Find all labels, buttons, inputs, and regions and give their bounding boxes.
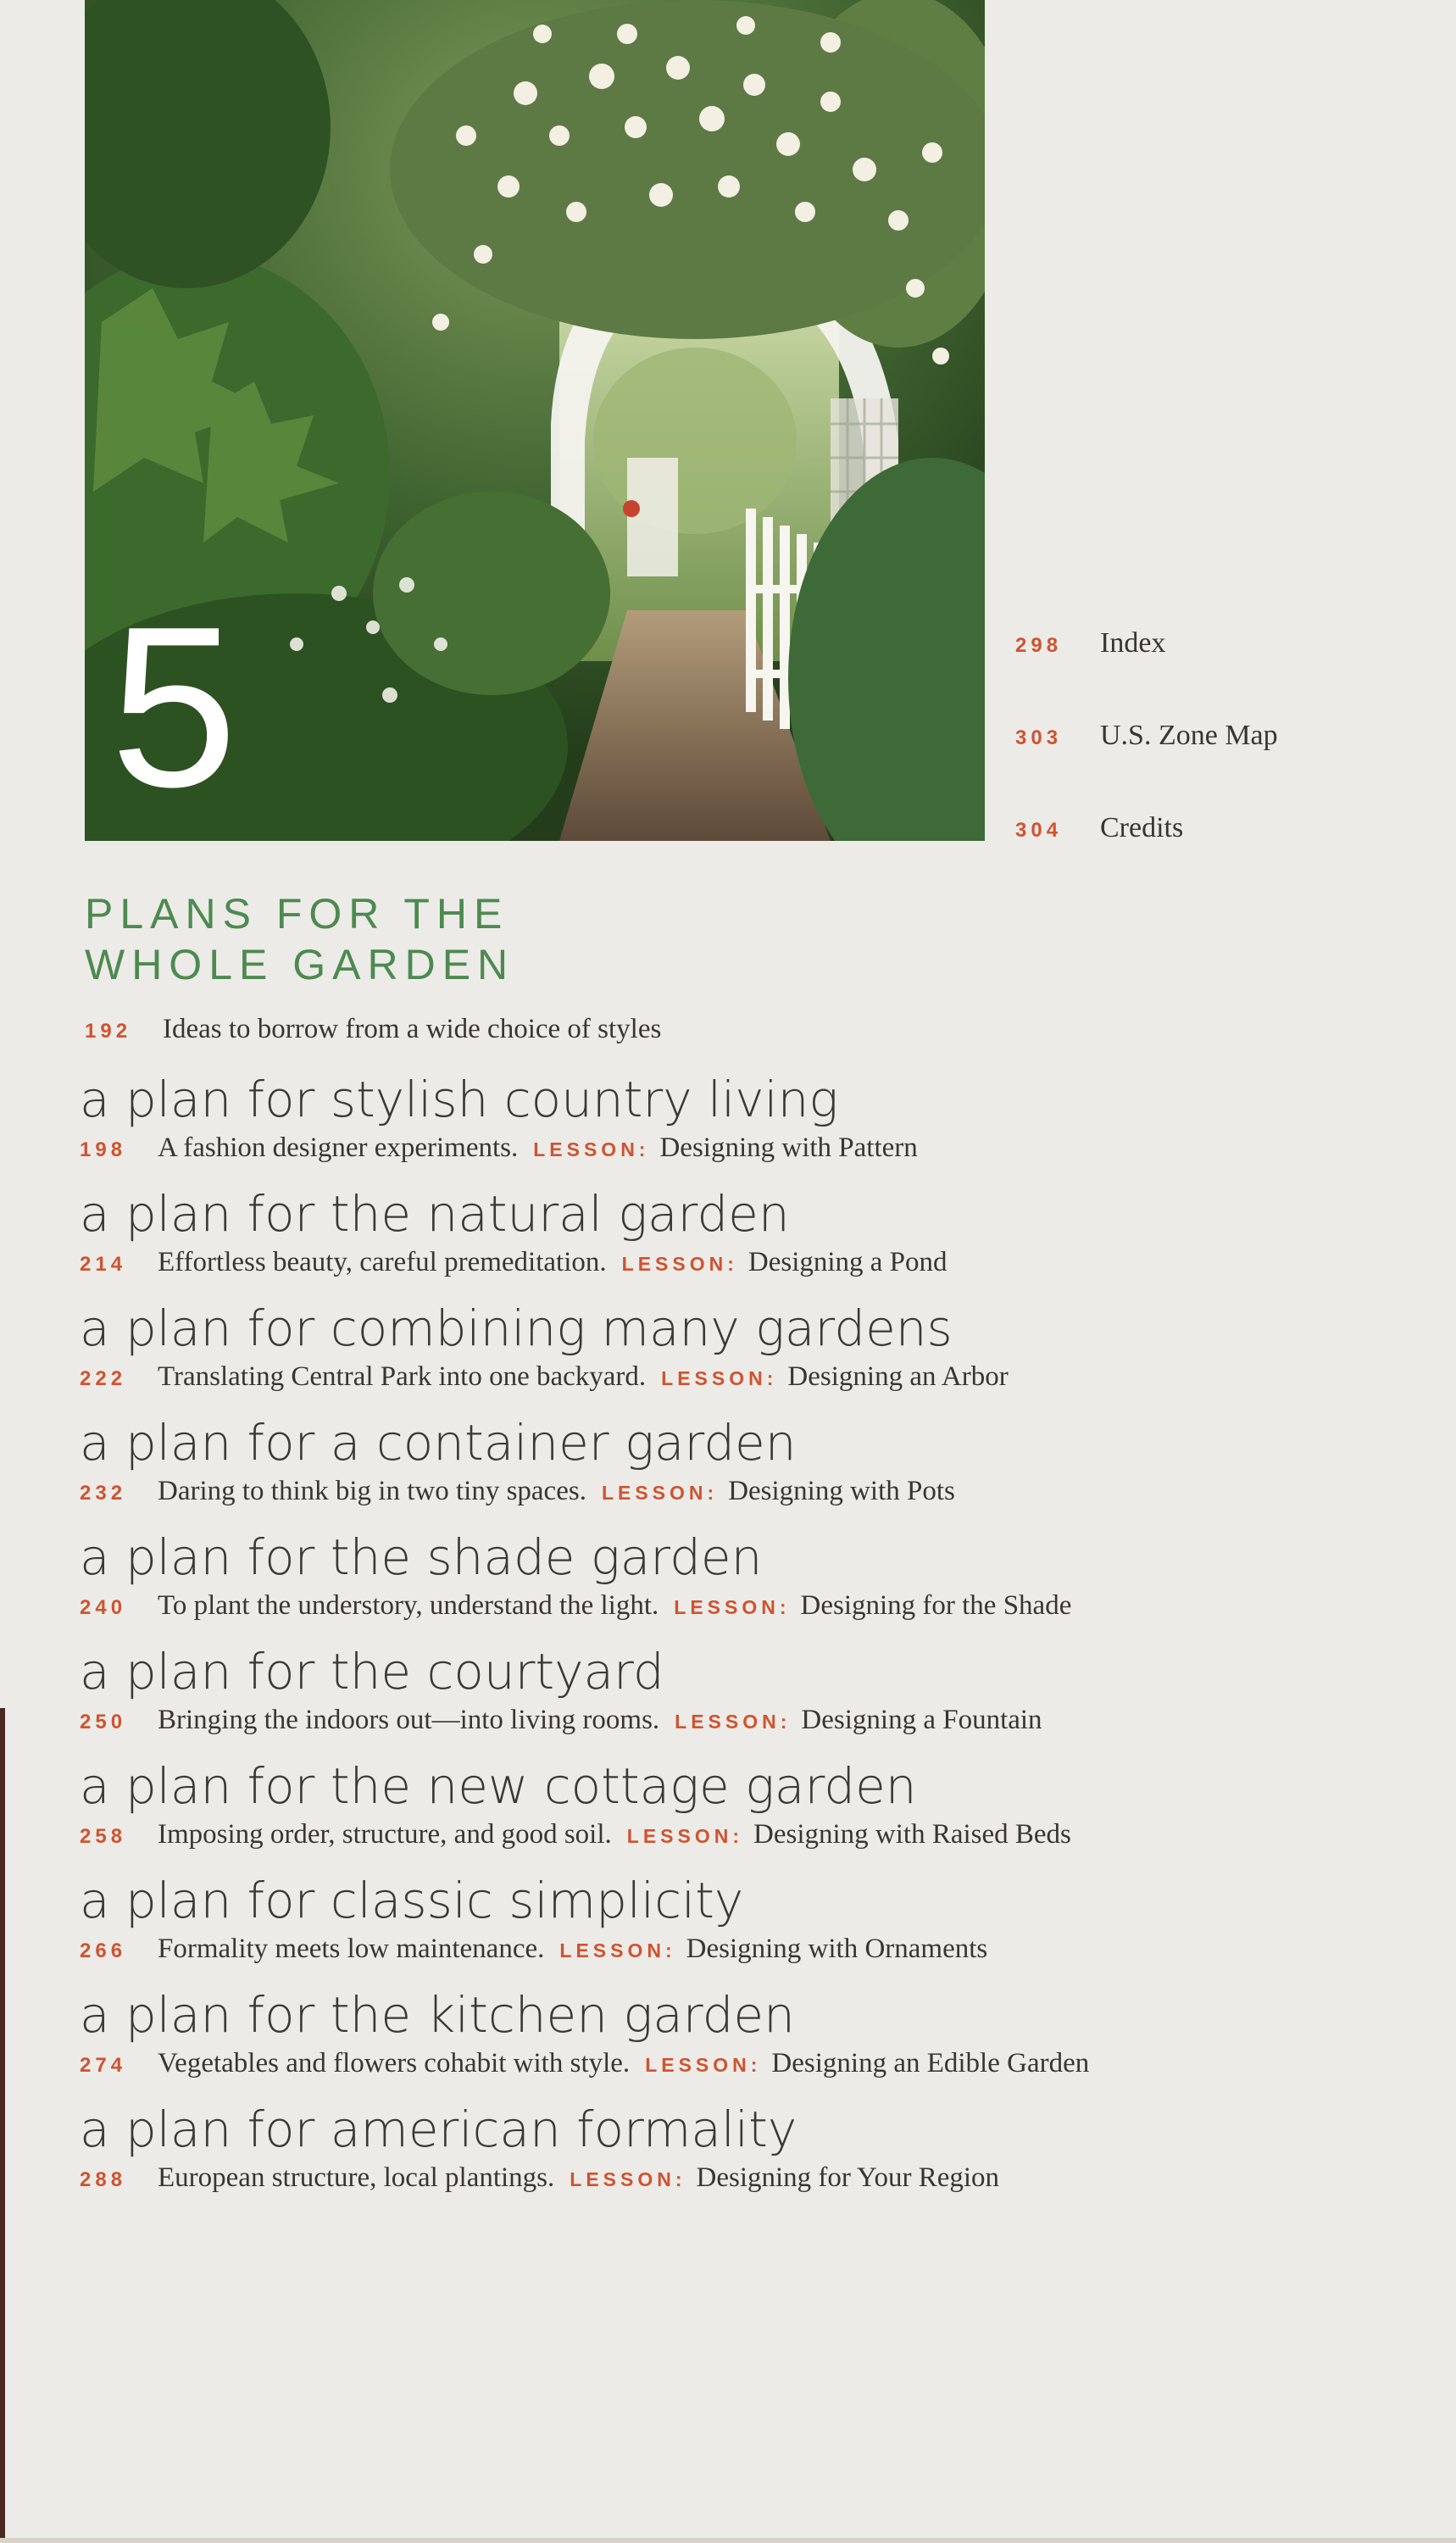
- lesson-label: LESSON:: [621, 1253, 738, 1275]
- entry-title: a plan for american formality: [80, 2101, 797, 2158]
- lesson-label: LESSON:: [675, 1711, 792, 1733]
- chapter-title: [85, 888, 1017, 990]
- page-number: 274: [80, 2054, 127, 2077]
- lesson-topic: Designing with Raised Beds: [753, 1819, 1071, 1850]
- page-number: 250: [80, 1711, 127, 1733]
- table-of-contents: [80, 1068, 1402, 2212]
- lesson-topic: Designing an Arbor: [787, 1361, 1009, 1392]
- back-matter-list: [1015, 627, 1439, 904]
- toc-entry[interactable]: [80, 1526, 1402, 1622]
- toc-entry[interactable]: [80, 1984, 1402, 2079]
- lesson-topic: Designing with Pattern: [659, 1132, 918, 1163]
- lesson-label: LESSON:: [674, 1596, 791, 1618]
- lesson-label: LESSON:: [601, 1482, 719, 1504]
- back-matter-item-credits[interactable]: [1015, 812, 1439, 904]
- page-number: 222: [80, 1367, 127, 1390]
- lesson-topic: Designing with Pots: [728, 1476, 955, 1506]
- page-number: 192: [85, 1020, 132, 1043]
- page-number: 266: [80, 1939, 127, 1962]
- toc-entry[interactable]: [80, 2098, 1402, 2194]
- entry-title: a plan for the courtyard: [80, 1643, 664, 1700]
- entry-description: Formality meets low maintenance.: [158, 1934, 545, 1964]
- lesson-topic: Designing for the Shade: [800, 1590, 1072, 1621]
- page-number: 232: [80, 1482, 127, 1505]
- lesson-label: LESSON:: [645, 2054, 762, 2076]
- entry-title: a plan for the shade garden: [80, 1528, 763, 1586]
- back-matter-label: U.S. Zone Map: [1100, 720, 1278, 751]
- page-number: 298: [1015, 634, 1063, 657]
- lesson-label: LESSON:: [570, 2168, 686, 2190]
- page-number: 304: [1015, 819, 1063, 842]
- chapter-intro[interactable]: [85, 1014, 661, 1045]
- page-number: 240: [80, 1596, 127, 1619]
- entry-title: a plan for a container garden: [80, 1414, 797, 1472]
- toc-entry[interactable]: [80, 1068, 1402, 1164]
- toc-entry[interactable]: [80, 1411, 1402, 1507]
- entry-description: Imposing order, structure, and good soil.: [158, 1819, 612, 1850]
- toc-entry[interactable]: [80, 1182, 1402, 1278]
- entry-title: a plan for combining many gardens: [80, 1299, 953, 1357]
- page-number: 258: [80, 1825, 127, 1848]
- toc-entry[interactable]: [80, 1755, 1402, 1850]
- entry-title: a plan for stylish country living: [80, 1071, 839, 1128]
- entry-description: Daring to think big in two tiny spaces.: [158, 1476, 586, 1506]
- back-matter-item-index[interactable]: [1015, 627, 1439, 720]
- page-bottom-edge: [0, 2538, 1456, 2543]
- toc-entry[interactable]: [80, 1297, 1402, 1393]
- chapter-number: 5: [110, 580, 235, 835]
- chapter-title-line-1: PLANS FOR THE: [85, 890, 509, 938]
- entry-title: a plan for the natural garden: [80, 1185, 790, 1243]
- lesson-label: LESSON:: [559, 1939, 676, 1962]
- page-number: 198: [80, 1138, 127, 1161]
- entry-description: European structure, local plantings.: [158, 2162, 555, 2193]
- entry-title: a plan for the kitchen garden: [80, 1986, 795, 2044]
- lesson-label: LESSON:: [626, 1825, 743, 1847]
- entry-description: To plant the understory, understand the light.: [158, 1590, 659, 1621]
- lesson-topic: Designing an Edible Garden: [771, 2048, 1090, 2078]
- entry-title: a plan for the new cottage garden: [80, 1757, 917, 1815]
- back-matter-item-zone-map[interactable]: [1015, 720, 1439, 812]
- lesson-topic: Designing with Ornaments: [686, 1934, 988, 1964]
- page-number: 288: [80, 2168, 127, 2191]
- lesson-topic: Designing a Pond: [747, 1247, 948, 1277]
- entry-description: A fashion designer experiments.: [158, 1132, 519, 1163]
- chapter-intro-text: Ideas to borrow from a wide choice of styles: [163, 1014, 662, 1044]
- back-matter-label: Index: [1100, 627, 1166, 659]
- chapter-title-line-2: WHOLE GARDEN: [85, 941, 515, 988]
- lesson-label: LESSON:: [533, 1138, 650, 1160]
- lesson-topic: Designing for Your Region: [696, 2162, 1000, 2193]
- garden-arbor-photo: [85, 0, 985, 841]
- page-number: 214: [80, 1253, 127, 1276]
- entry-title: a plan for classic simplicity: [80, 1872, 744, 1929]
- page-edge-shadow: [0, 1708, 5, 2543]
- toc-entry[interactable]: [80, 1869, 1402, 1965]
- entry-description: Translating Central Park into one backyard.: [158, 1361, 647, 1392]
- back-matter-label: Credits: [1100, 812, 1184, 843]
- entry-description: Effortless beauty, careful premeditation.: [158, 1247, 607, 1277]
- toc-entry[interactable]: [80, 1640, 1402, 1736]
- lesson-label: LESSON:: [661, 1367, 778, 1389]
- entry-description: Bringing the indoors out—into living rooms.: [158, 1705, 660, 1735]
- entry-description: Vegetables and flowers cohabit with style.: [158, 2048, 631, 2078]
- page-number: 303: [1015, 726, 1063, 749]
- lesson-topic: Designing a Fountain: [801, 1705, 1042, 1735]
